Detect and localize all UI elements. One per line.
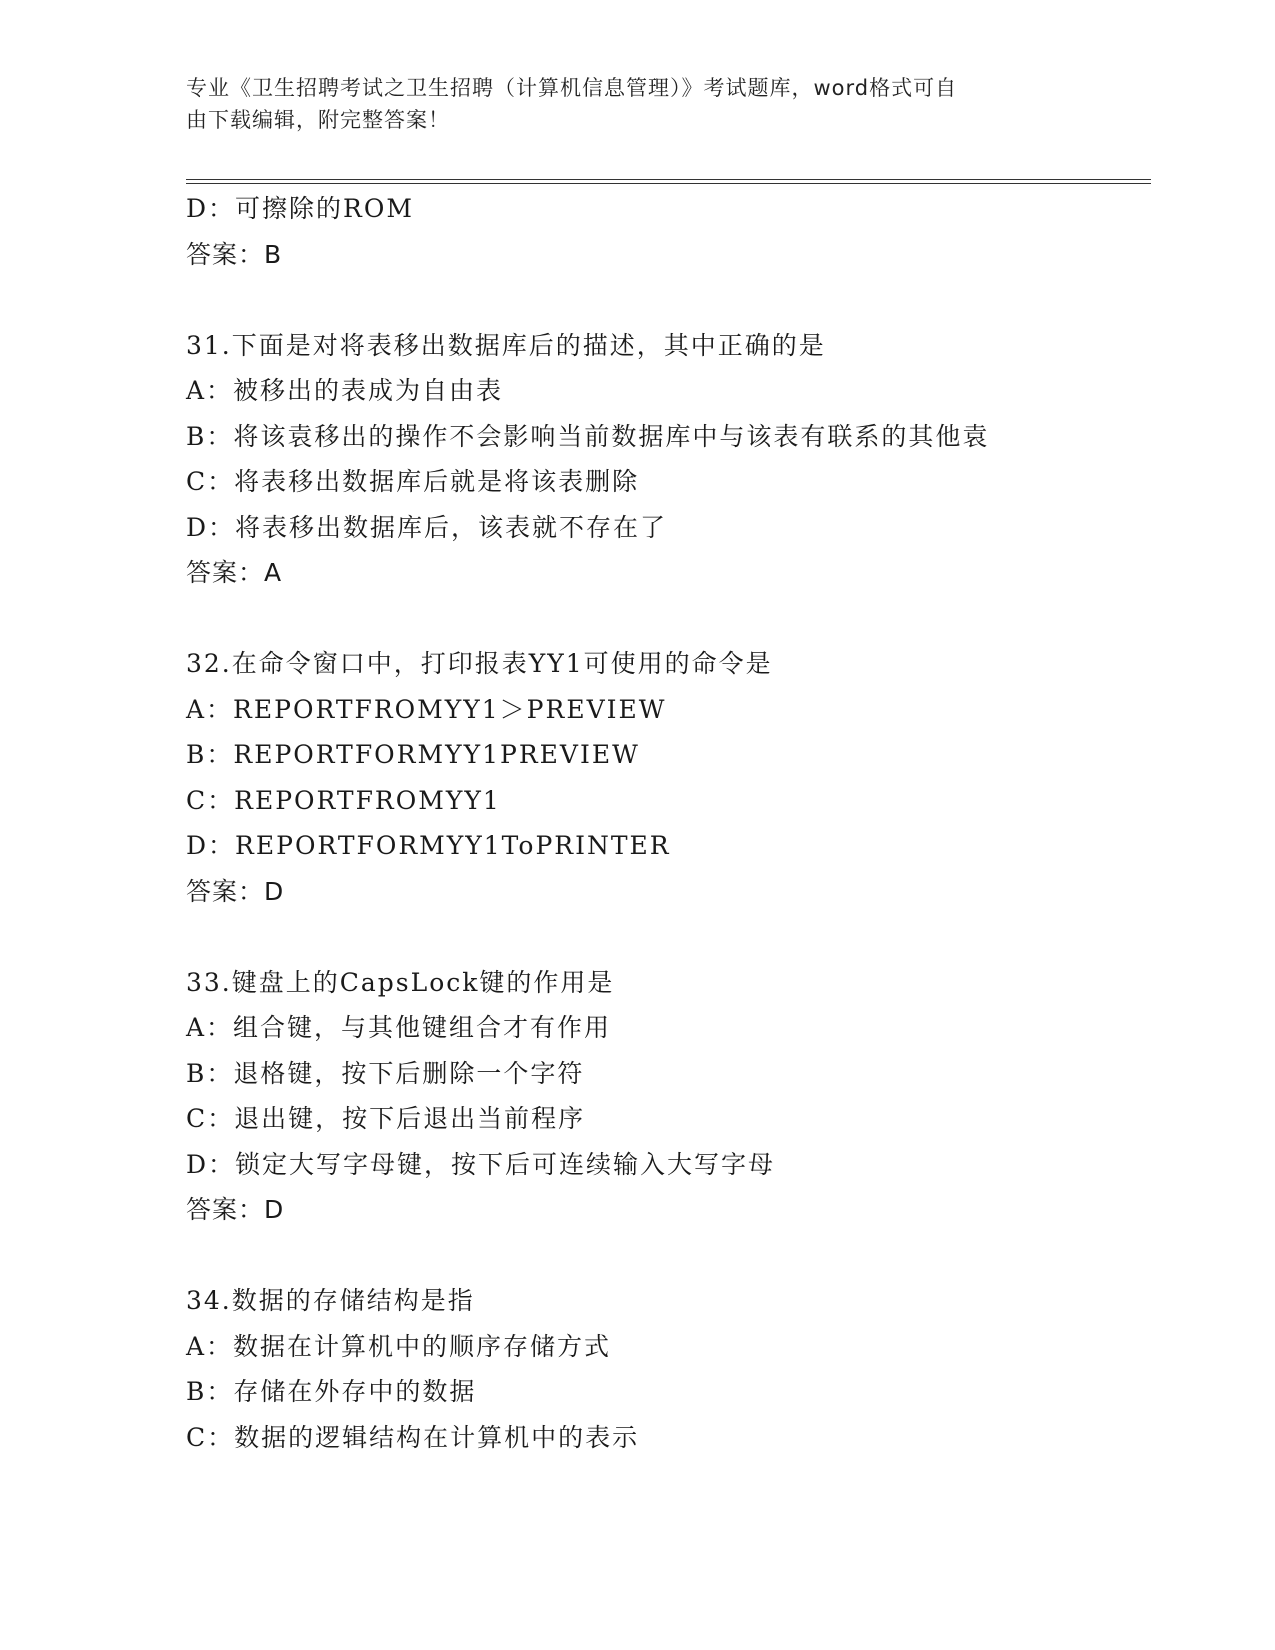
spacer — [186, 277, 1146, 323]
question-stem: 33.键盘上的CapsLock键的作用是 — [186, 967, 615, 997]
option-d: D：锁定大写字母键，按下后可连续输入大写字母 — [186, 1149, 776, 1179]
question-list — [186, 186, 1146, 1460]
option-d: D：REPORTFORMYY1ToPRINTER — [186, 831, 671, 860]
header-divider-top — [186, 179, 1151, 180]
option-a: A：REPORTFROMYY1＞PREVIEW — [186, 694, 667, 724]
spacer — [186, 596, 1146, 642]
answer-line: 答案：B — [186, 239, 283, 269]
option-c: C：REPORTFROMYY1 — [186, 785, 501, 815]
option-c: C：退出键，按下后退出当前程序 — [186, 1104, 586, 1133]
question-stem: 34.数据的存储结构是指 — [186, 1286, 475, 1315]
option-a: A：数据在计算机中的顺序存储方式 — [186, 1331, 612, 1361]
spacer — [186, 1233, 1146, 1279]
option-c: C：数据的逻辑结构在计算机中的表示 — [186, 1422, 640, 1452]
option-d: D：可擦除的ROM — [186, 194, 414, 223]
option-c: C：将表移出数据库后就是将该表删除 — [186, 467, 640, 496]
document-header — [186, 72, 1066, 136]
option-a: A：组合键，与其他键组合才有作用 — [186, 1013, 612, 1042]
option-b: B：REPORTFORMYY1PREVIEW — [186, 740, 640, 769]
answer-line: 答案：D — [186, 1195, 285, 1224]
option-b: B：退格键，按下后删除一个字符 — [186, 1058, 585, 1088]
question-stem: 31.下面是对将表移出数据库后的描述，其中正确的是 — [186, 330, 826, 360]
answer-line: 答案：A — [186, 558, 283, 587]
header-divider-bottom — [186, 183, 1151, 184]
option-d: D：将表移出数据库后，该表就不存在了 — [186, 512, 668, 542]
option-b: B：将该袁移出的操作不会影响当前数据库中与该表有联系的其他袁 — [186, 421, 990, 451]
question-stem: 32.在命令窗口中，打印报表YY1可使用的命令是 — [186, 649, 773, 678]
header-line-2: 由下载编辑，附完整答案！ — [186, 108, 450, 132]
spacer — [186, 914, 1146, 960]
answer-line: 答案：D — [186, 876, 285, 906]
header-line-1: 专业《卫生招聘考试之卫生招聘（计算机信息管理）》考试题库，word格式可自 — [186, 76, 958, 100]
option-b: B：存储在外存中的数据 — [186, 1377, 477, 1406]
option-a: A：被移出的表成为自由表 — [186, 376, 504, 405]
